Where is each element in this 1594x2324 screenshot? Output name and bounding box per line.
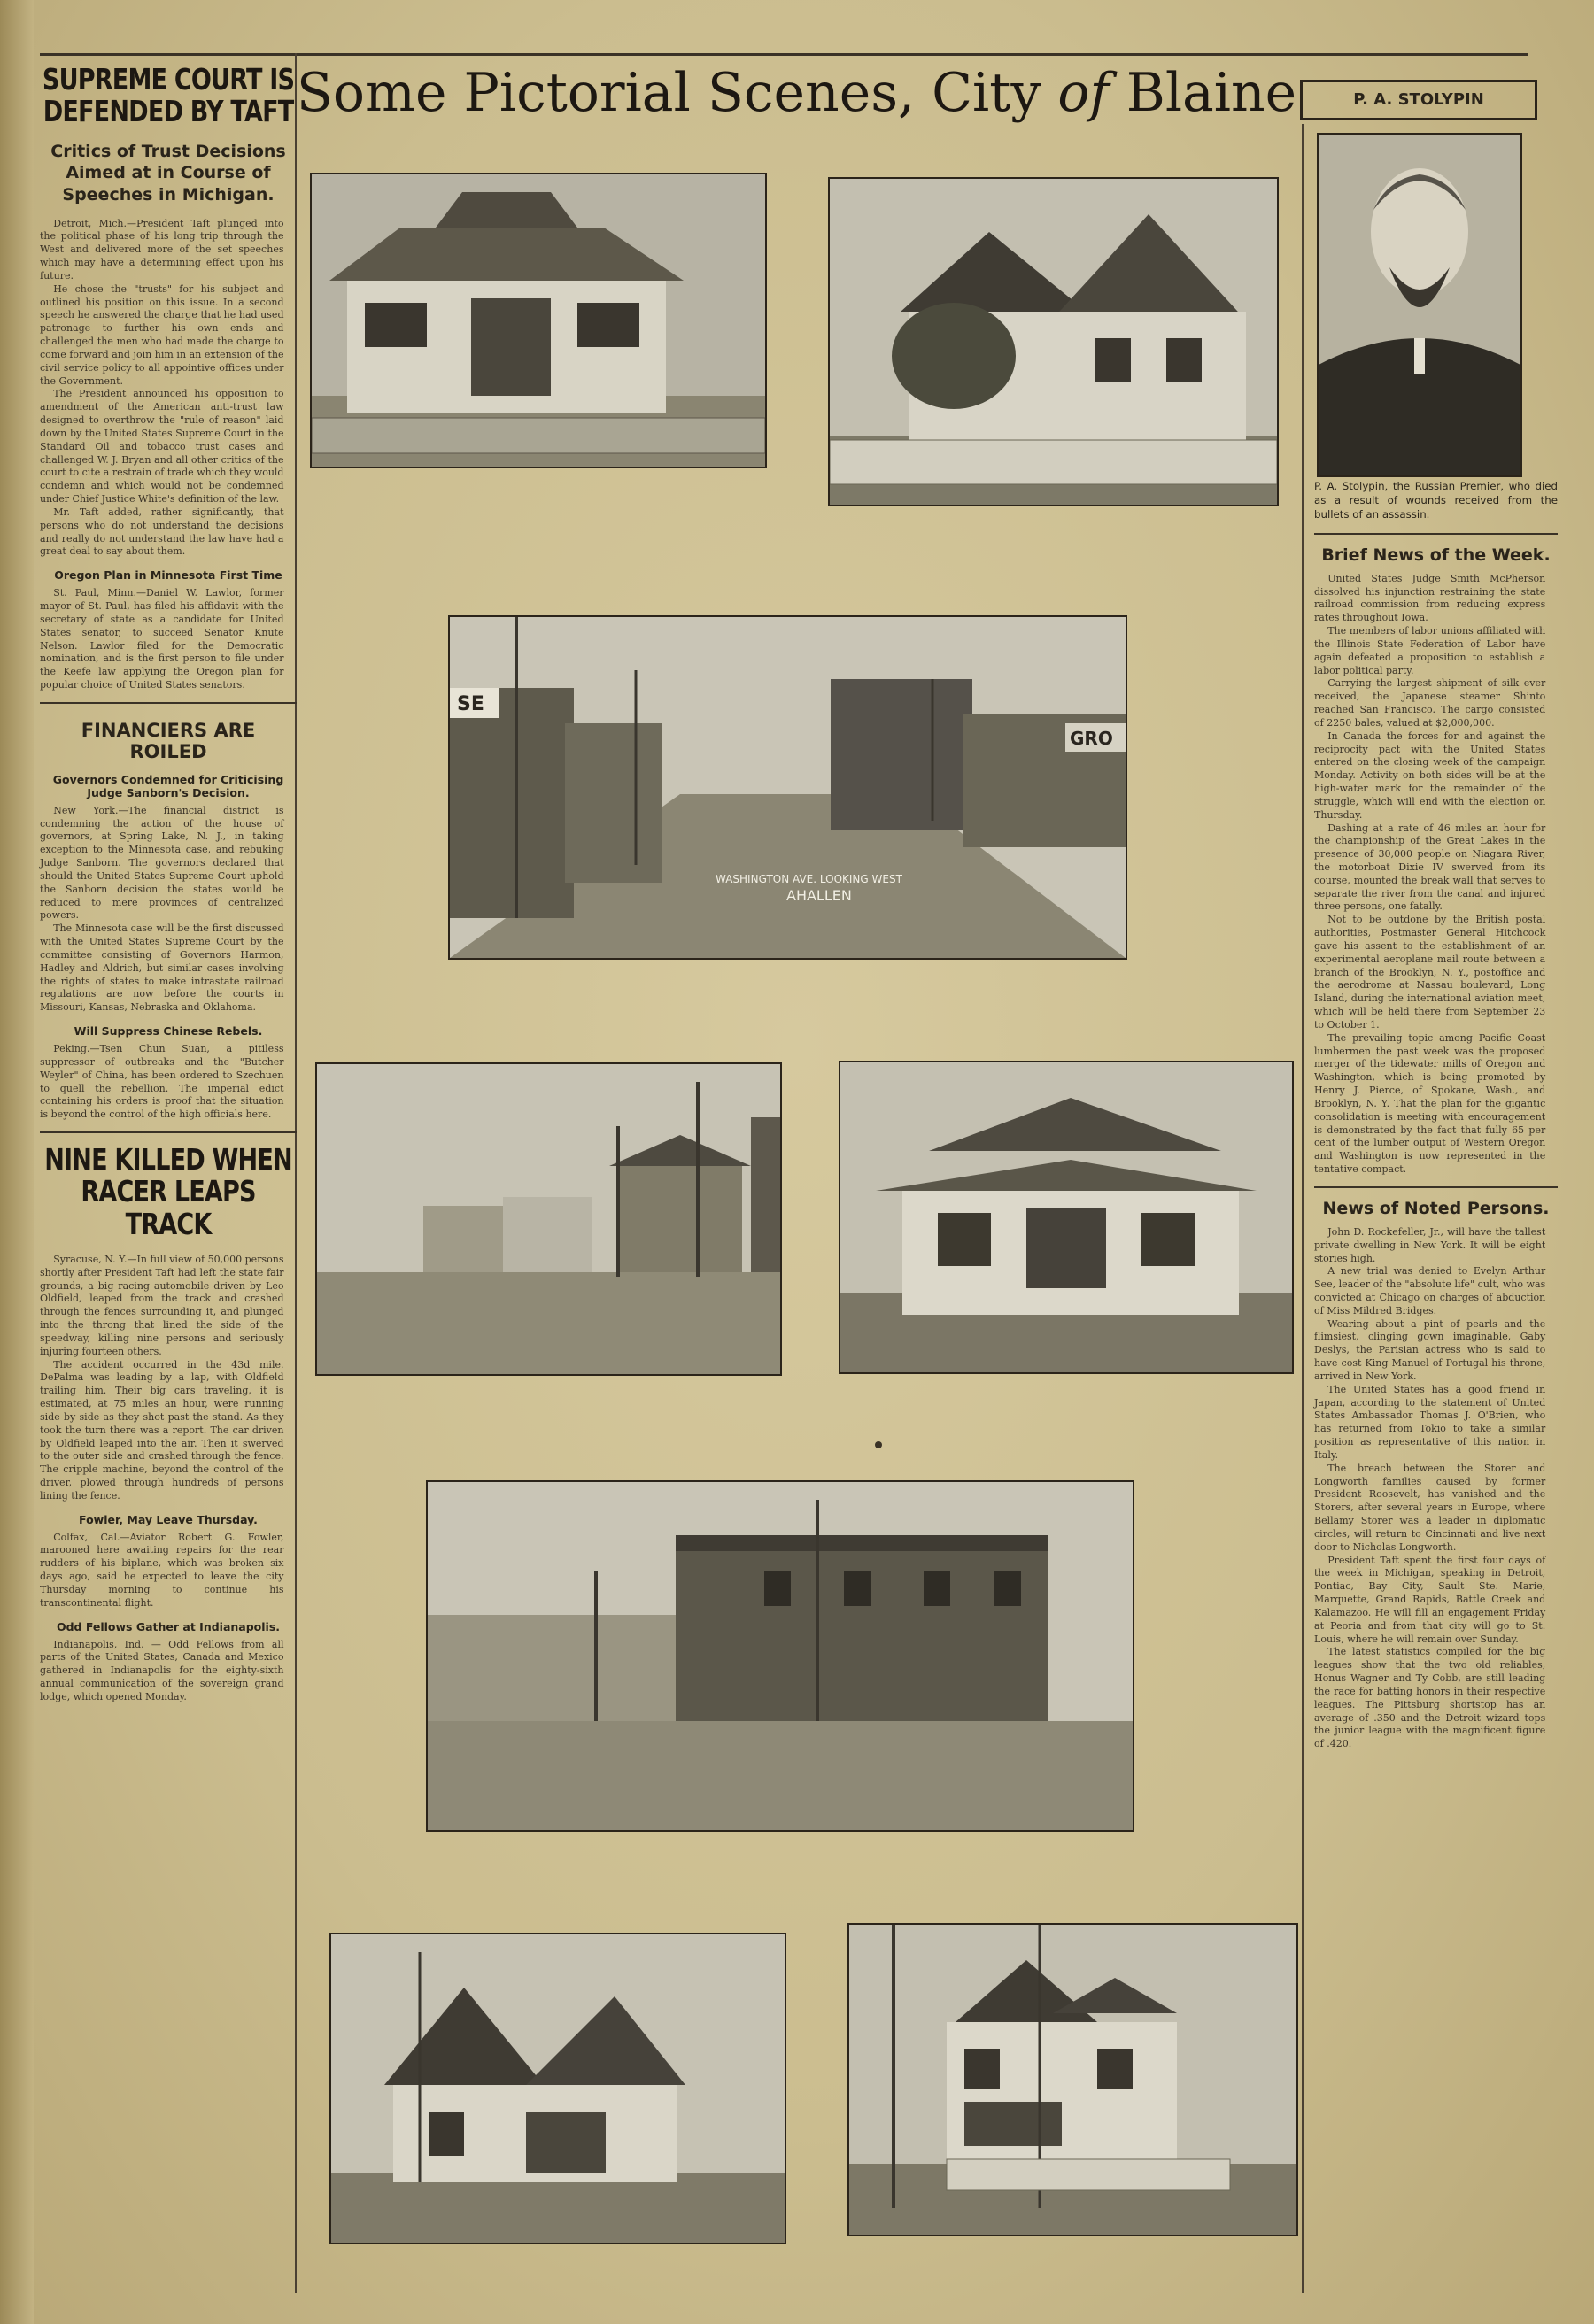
heading-noted-persons: News of Noted Persons. — [1322, 1198, 1550, 1218]
ornament-dot — [875, 1441, 882, 1448]
subhead-governors: Governors Condemned for Criticising Judge Sanborn's Decision. — [52, 772, 284, 799]
noted-persons-body — [1314, 1225, 1545, 1750]
divider — [40, 1131, 297, 1133]
subhead-chinese-rebels: Will Suppress Chinese Rebels. — [74, 1024, 263, 1038]
bungalow-image — [312, 174, 765, 467]
story-financiers — [40, 804, 284, 1014]
headline-nine-killed: NINE KILLED WHEN RACER LEAPS TRACK — [44, 1142, 292, 1241]
paragraph: Not to be outdone by the British postal authorities, Postmaster General Hitchcock gave his assent to the establishment of an experimental aeroplane mail route between a branch of the Brooklyn, N. Y., postoffice and the aerodrome at Nassau boulevard, Long Island, during the international aviation meet, which will be held there from September 23 to October 1. — [1314, 913, 1546, 1031]
paragraph: The latest statistics compiled for the big leagues show that the two old reliables, Honus Wagner and Ty Cobb, are still leading the race for batting honors in their respective leagues. The Pittsburg shortstop has an average of .350 and the Detroit wizard tops the junior league with the magnificent figure of .420. — [1314, 1645, 1546, 1750]
title-part2: Blaine — [1126, 62, 1297, 124]
divider — [1314, 533, 1558, 535]
residential-street-image — [317, 1064, 780, 1374]
paragraph: Indianapolis, Ind. — Odd Fellows from all parts of the United States, Canada and Mexico gathered in Indianapolis for the eighty-sixth annual communication of the sovereign grand lodge, which opened Monday. — [40, 1637, 284, 1702]
paragraph: Syracuse, N. Y.—In full view of 50,000 persons shortly after President Taft had left the state fair grounds, a big racing automobile driven by Leo Oldfield, leaped from the track and crashed through the fences surrounding it, and plunged into the throng that lined the side of the speedway, killing nine persons and seriously injuring fourteen others. — [40, 1252, 284, 1357]
photo-brick-building — [426, 1480, 1134, 1832]
title-part1: Some Pictorial Scenes, City — [296, 62, 1041, 124]
brick-building-image — [428, 1482, 1133, 1830]
paragraph: President Taft spent the first four days of the week in Michigan, speaking in Detroit, Pontiac, Bay City, Sault Ste. Marie, Marquette, Grand Rapids, Battle Creek and Kalamazoo. He will fill an engagement Friday at Peoria and from that city will go to St. Louis, where he will remain over Sunday. — [1314, 1553, 1546, 1645]
photo-square-house — [839, 1061, 1294, 1374]
divider — [40, 702, 297, 704]
photo-cottage — [329, 1933, 786, 2244]
story-fowler — [40, 1531, 284, 1610]
portrait-caption: P. A. Stolypin, the Russian Premier, who died as a result of wounds received from the bullets of an assassin. — [1314, 480, 1558, 521]
story-taft-speeches — [40, 217, 284, 559]
paragraph: Mr. Taft added, rather significantly, that persons who do not understand the decisions and really do not understand the law have had a great deal to say about them. — [40, 505, 284, 558]
photo-street-scene — [448, 615, 1127, 960]
paragraph: The breach between the Storer and Longworth families caused by former President Roosevelt, has vanished and the Storers, after several years in Europe, where Bellamy Storer was a leader in diplomatic circles, will return to Cincinnati and live next door to Nicholas Longworth. — [1314, 1461, 1546, 1553]
headline-supreme-court: SUPREME COURT IS DEFENDED BY TAFT — [42, 62, 295, 129]
deck-critics: Critics of Trust Decisions Aimed at in Course of Speeches in Michigan. — [50, 141, 286, 205]
paragraph: Carrying the largest shipment of silk ever received, the Japanese steamer Shinto reached San Francisco. The cargo consisted of 2250 bales, valued at $2,000,000. — [1314, 676, 1546, 729]
paragraph: The prevailing topic among Pacific Coast lumbermen the past week was the proposed merger of the tidewater mills of Oregon and Washington, which is being promoted by Henry J. Pierce, of Spokane, Wash., and Brooklyn, N. Y. That the plan for the gigantic consolidation is meeting with encouragement is demonstrated by the fact that fully 65 per cent of the lumber output of Western Oregon and Washington is now represented in the tentative compact. — [1314, 1031, 1546, 1176]
paragraph: New York.—The financial district is condemning the action of the house of governors, at Spring Lake, N. J., in taking exception to the Minnesota case, and rebuking Judge Sanborn. The governors declared that should the United States Supreme Court uphold the Sanborn decision the states would be reduced to mere provinces of centralized powers. — [40, 803, 284, 922]
photo-bungalow — [310, 173, 767, 468]
paragraph: The President announced his opposition to amendment of the American anti-trust law designed to overthrow the "rule of reason" laid down by the United States Supreme Court in the Standard Oil and tobacco trust cases and challenged W. J. Bryan and all other critics of the court to cite a restrain of trade which they would condemn and which would not be condemned under Chief Justice White's definition of the law. — [40, 387, 284, 506]
column-rule-right — [1302, 124, 1304, 2293]
street-scene-image — [450, 617, 1126, 958]
top-rule — [40, 53, 1528, 56]
paragraph: The Minnesota case will be the first discussed with the United States Supreme Court by the committee consisting of Governors Harmon, Hadley and Aldrich, but similar cases involving the rights of states to make intrastate railroad regulations are now before the courts in Missouri, Kansas, Nebraska and Oklahoma. — [40, 922, 284, 1014]
paragraph: Colfax, Cal.—Aviator Robert G. Fowler, marooned here awaiting repairs for the rear rudders of his biplane, which was broken six days ago, said he expected to leave the city Thursday morning to continue his transcontinental flight. — [40, 1530, 284, 1609]
paragraph: In Canada the forces for and against the reciprocity pact with the United States entered on the closing week of the campaign Monday. Activity on both sides will be at the high-water mark for the remainder of the struggle, which will end with the election on Thursday. — [1314, 729, 1546, 821]
title-of: of — [1057, 62, 1110, 124]
street-sign-left: SE — [457, 693, 484, 715]
paragraph: St. Paul, Minn.—Daniel W. Lawlor, former mayor of St. Paul, has filed his affidavit with the secretary of state as a candidate for United States senator, to succeed Senator Knute Nelson. Lawlor filed for the Democratic nomination, and is the first person to file under the Keefe law applying the Oregon plan for popular choice of United States senators. — [40, 586, 284, 691]
paragraph: He chose the "trusts" for his subject and outlined his position on this issue. In a second speech he answered the charge that he had used patronage to further his own ends and challenged the men who had made the charge to come forward and join him in an extension of the civil service policy to all appointive offices under the Government. — [40, 282, 284, 387]
story-chinese-rebels — [40, 1042, 284, 1121]
paragraph: The United States has a good friend in Japan, according to the statement of United States Ambassador Thomas J. O'Brien, who has returned from Tokio to take a similar position as representative of this nation in Italy. — [1314, 1382, 1546, 1461]
heading-brief-news: Brief News of the Week. — [1321, 544, 1551, 565]
page-gutter — [0, 0, 34, 2324]
paragraph: John D. Rockefeller, Jr., will have the tallest private dwelling in New York. It will be eight stories high. — [1314, 1224, 1546, 1264]
story-odd-fellows — [40, 1638, 284, 1703]
story-racer — [40, 1253, 284, 1502]
paragraph: Peking.—Tsen Chun Suan, a pitiless suppressor of outbreaks and the "Butcher Weyler" of China, has been ordered to Szechuen to quell the rebellion. The imperial edict containing his orders is proof that the situation is beyond the control of the high officials here. — [40, 1042, 284, 1121]
right-column — [1314, 480, 1558, 1750]
square-house-image — [840, 1062, 1292, 1372]
street-sign-right: GRO — [1070, 728, 1113, 749]
headline-financiers: FINANCIERS ARE ROILED — [81, 719, 256, 762]
two-story-house-image — [849, 1925, 1296, 2235]
subhead-oregon-plan: Oregon Plan in Minnesota First Time — [54, 568, 282, 583]
divider — [1314, 1186, 1558, 1188]
photo-two-story-house — [847, 1923, 1298, 2236]
paragraph: The accident occurred in the 43d mile. DePalma was leading by a lap, with Oldfield trailing him. Their big cars traveling, it is estimated, at 75 miles an hour, were running side by side as they shot past the stand. As they took the turn there was a report. The car driven by Oldfield leaped into the air. Then it swerved to the outer side and crashed through the fence. The cripple machine, beyond the control of the driver, plowed through hundreds of persons lining the fence. — [40, 1357, 284, 1502]
story-oregon-plan — [40, 586, 284, 691]
subhead-odd-fellows: Odd Fellows Gather at Indianapolis. — [56, 1619, 281, 1633]
paragraph: A new trial was denied to Evelyn Arthur See, leader of the "absolute life" cult, who was convicted at Chicago on charges of abduction of Miss Mildred Bridges. — [1314, 1264, 1546, 1316]
paragraph: Detroit, Mich.—President Taft plunged into the political phase of his long trip through the West and delivered more of the set speeches which may have a determining effect upon his future. — [40, 216, 284, 282]
photo-gabled-house — [828, 177, 1279, 506]
paragraph: United States Judge Smith McPherson dissolved his injunction restraining the state railroad commission from reducing express rates throughout Iowa. — [1314, 571, 1546, 624]
page-title — [294, 64, 1299, 122]
brief-news-body — [1314, 572, 1545, 1176]
cottage-image — [331, 1934, 785, 2243]
street-credit: AHALLEN — [786, 887, 852, 904]
street-caption: WASHINGTON AVE. LOOKING WEST — [716, 873, 902, 885]
portrait-stolypin — [1317, 133, 1522, 477]
paragraph: Dashing at a rate of 46 miles an hour for the championship of the Great Lakes in the presence of 30,000 people on Niagara River, the motorboat Dixie IV swerved from its course, mounted the break wall that serves to separate the river from the canal and injured three persons, one fatally. — [1314, 821, 1546, 913]
paragraph: The members of labor unions affiliated with the Illinois State Federation of Labor have again defeated a proposition to establish a labor political party. — [1314, 624, 1546, 676]
left-column — [40, 64, 297, 1703]
box-label-stolypin: P. A. STOLYPIN — [1300, 80, 1537, 120]
subhead-fowler: Fowler, May Leave Thursday. — [79, 1512, 258, 1526]
photo-residential-street — [315, 1062, 782, 1376]
stolypin-image — [1319, 135, 1520, 475]
paragraph: Wearing about a pint of pearls and the flimsiest, clinging gown imaginable, Gaby Deslys, the Parisian actress who is said to have cost King Manuel of Portugal his throne, arrived in New York. — [1314, 1316, 1546, 1382]
gabled-house-image — [830, 179, 1277, 505]
